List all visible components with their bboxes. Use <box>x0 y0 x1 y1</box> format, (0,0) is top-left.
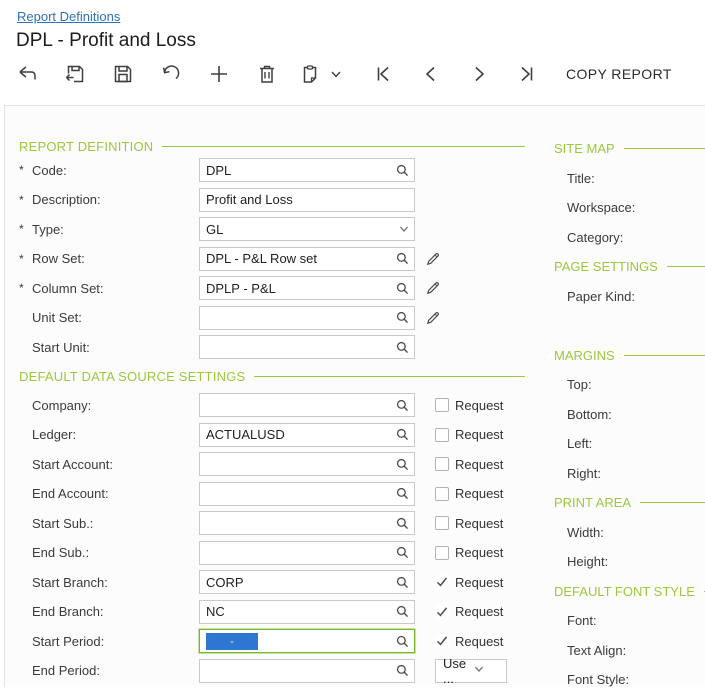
copy-report-button[interactable]: COPY REPORT <box>566 66 672 82</box>
form-row-code <box>19 158 525 182</box>
section-heading-page-settings: PAGE SETTINGS <box>550 252 705 282</box>
selected-text: - <box>206 633 258 650</box>
magnifier-icon[interactable] <box>395 251 410 266</box>
form-row-start-sub <box>19 511 525 535</box>
request-label: Request <box>455 545 504 560</box>
request-checkbox[interactable] <box>435 604 503 619</box>
required-marker: * <box>19 222 24 236</box>
font-style-label: Font Style: <box>567 672 630 688</box>
toolbar <box>0 60 705 90</box>
request-label: Request <box>455 574 504 590</box>
clipboard-icon[interactable] <box>296 60 324 88</box>
form-row-description <box>19 188 525 212</box>
request-checkbox[interactable] <box>435 457 503 472</box>
save-and-close-icon[interactable] <box>61 60 89 88</box>
start-period-input[interactable] <box>199 629 415 653</box>
magnifier-icon[interactable] <box>395 398 410 413</box>
start-period-label: Start Period: <box>32 633 105 649</box>
add-icon[interactable] <box>205 60 233 88</box>
request-label: Request <box>455 456 504 472</box>
code-label: Code: <box>32 162 67 178</box>
unit-set-input[interactable] <box>199 306 415 330</box>
start-sub-input[interactable] <box>199 511 415 535</box>
description-label: Description: <box>32 192 101 207</box>
magnifier-icon[interactable] <box>395 604 410 619</box>
end-sub-label: End Sub.: <box>32 545 90 560</box>
breadcrumb-report-definitions[interactable]: Report Definitions <box>17 9 121 24</box>
form-row-end-sub <box>19 541 525 565</box>
content-panel <box>4 105 705 687</box>
go-last-icon[interactable] <box>513 60 541 88</box>
spacer <box>550 311 705 341</box>
request-label: Request <box>455 604 504 619</box>
font-label: Font: <box>567 613 597 629</box>
end-branch-input[interactable] <box>199 600 415 624</box>
description-value: Profit and Loss <box>206 192 293 207</box>
delete-icon[interactable] <box>253 60 281 88</box>
form-row-start-unit <box>19 335 525 359</box>
form-row-unit-set <box>19 306 525 330</box>
chevron-down-icon[interactable] <box>398 223 410 235</box>
type-label: Type: <box>32 221 64 237</box>
request-checkbox[interactable] <box>435 486 503 501</box>
required-marker: * <box>19 281 24 295</box>
height-label: Height: <box>567 554 609 570</box>
magnifier-icon[interactable] <box>395 516 410 531</box>
right-settings-column <box>550 134 705 695</box>
column-set-label: Column Set: <box>32 280 104 296</box>
form-row-end-branch <box>19 600 525 624</box>
request-checkbox[interactable] <box>435 575 503 590</box>
start-unit-input[interactable] <box>199 335 415 359</box>
request-label: Request <box>455 427 504 442</box>
margin-right-label: Right: <box>567 465 601 481</box>
form-row-column-set <box>19 276 525 300</box>
column-set-value: DPLP - P&L <box>206 280 276 296</box>
magnifier-icon[interactable] <box>395 634 410 649</box>
required-marker: * <box>19 192 24 207</box>
start-sub-label: Start Sub.: <box>32 515 94 531</box>
request-checkbox[interactable] <box>435 545 503 560</box>
column-set-input[interactable] <box>199 276 415 300</box>
edit-pencil-icon[interactable] <box>425 280 441 296</box>
start-branch-label: Start Branch: <box>32 574 108 590</box>
type-dropdown[interactable] <box>199 217 415 241</box>
request-label: Request <box>455 486 504 501</box>
magnifier-icon[interactable] <box>395 340 410 355</box>
form-row-company <box>19 393 525 417</box>
go-previous-icon[interactable] <box>417 60 445 88</box>
start-branch-input[interactable] <box>199 570 415 594</box>
request-label: Request <box>455 397 504 413</box>
magnifier-icon[interactable] <box>395 486 410 501</box>
margin-left-label: Left: <box>567 436 593 452</box>
required-marker: * <box>19 251 24 266</box>
end-period-input[interactable] <box>199 659 415 683</box>
ledger-value: ACTUALUSD <box>206 427 285 442</box>
paper-kind-label: Paper Kind: <box>567 288 635 304</box>
undo-icon[interactable] <box>157 60 185 88</box>
margin-bottom-label: Bottom: <box>567 406 612 422</box>
request-checkbox[interactable] <box>435 398 503 413</box>
title-label: Title: <box>567 170 595 186</box>
end-period-label: End Period: <box>32 663 100 678</box>
category-label: Category: <box>567 229 624 245</box>
request-checkbox[interactable] <box>435 516 503 531</box>
form-row-row-set <box>19 247 525 271</box>
section-heading-margins: MARGINS <box>550 341 705 371</box>
request-label: Request <box>455 633 504 649</box>
end-branch-label: End Branch: <box>32 604 104 619</box>
form-row-end-period <box>19 655 525 686</box>
company-input[interactable] <box>199 393 415 417</box>
code-input[interactable] <box>199 158 415 182</box>
use-dropdown-value: Use ... <box>443 655 467 686</box>
request-checkbox[interactable] <box>435 427 503 442</box>
start-account-label: Start Account: <box>32 456 113 472</box>
start-account-input[interactable] <box>199 452 415 476</box>
request-label: Request <box>455 515 504 531</box>
page-title: DPL - Profit and Loss <box>16 30 196 51</box>
width-label: Width: <box>567 524 604 540</box>
end-branch-value: NC <box>206 604 225 619</box>
row-set-input[interactable] <box>199 247 415 271</box>
edit-pencil-icon[interactable] <box>425 251 441 267</box>
end-account-input[interactable] <box>199 482 415 506</box>
text-align-label: Text Align: <box>567 642 627 658</box>
margin-top-label: Top: <box>567 377 592 393</box>
end-account-label: End Account: <box>32 486 109 501</box>
row-set-label: Row Set: <box>32 251 85 266</box>
clipboard-menu-chevron-icon[interactable] <box>326 60 346 88</box>
section-heading-default-data-source-settings: DEFAULT DATA SOURCE SETTINGS <box>19 365 525 389</box>
ledger-label: Ledger: <box>32 427 77 442</box>
end-sub-input[interactable] <box>199 541 415 565</box>
magnifier-icon[interactable] <box>395 427 410 442</box>
section-heading-print-area: PRINT AREA <box>550 488 705 518</box>
save-icon[interactable] <box>109 60 137 88</box>
magnifier-icon[interactable] <box>395 545 410 560</box>
description-input[interactable] <box>199 188 415 212</box>
chevron-down-icon <box>473 663 503 678</box>
required-marker: * <box>19 163 24 177</box>
magnifier-icon[interactable] <box>395 281 410 296</box>
row-set-value: DPL - P&L Row set <box>206 251 318 266</box>
magnifier-icon[interactable] <box>395 310 410 325</box>
magnifier-icon[interactable] <box>395 163 410 178</box>
form-row-end-account <box>19 482 525 506</box>
go-first-icon[interactable] <box>369 60 397 88</box>
request-checkbox[interactable] <box>435 634 503 649</box>
back-arrow-icon[interactable] <box>14 60 42 88</box>
form-row-start-account <box>19 452 525 476</box>
form-row-type <box>19 217 525 241</box>
start-unit-label: Start Unit: <box>32 339 90 355</box>
workspace-label: Workspace: <box>567 200 636 216</box>
report-definition-section <box>19 134 525 688</box>
ledger-input[interactable] <box>199 423 415 447</box>
start-branch-value: CORP <box>206 574 244 590</box>
section-heading-default-font-style: DEFAULT FONT STYLE <box>550 577 705 607</box>
company-label: Company: <box>32 397 92 413</box>
form-row-start-branch <box>19 570 525 594</box>
go-next-icon[interactable] <box>465 60 493 88</box>
magnifier-icon[interactable] <box>395 663 410 678</box>
magnifier-icon[interactable] <box>395 575 410 590</box>
section-heading-report-definition: REPORT DEFINITION <box>19 134 525 158</box>
magnifier-icon[interactable] <box>395 457 410 472</box>
form-row-ledger <box>19 423 525 447</box>
section-heading-site-map: SITE MAP <box>550 134 705 164</box>
type-value: GL <box>206 221 224 237</box>
form-row-start-period <box>19 629 525 653</box>
code-value: DPL <box>206 162 232 178</box>
edit-pencil-icon[interactable] <box>425 310 441 326</box>
unit-set-label: Unit Set: <box>32 310 82 325</box>
use-master-calendar-dropdown[interactable] <box>435 655 507 686</box>
